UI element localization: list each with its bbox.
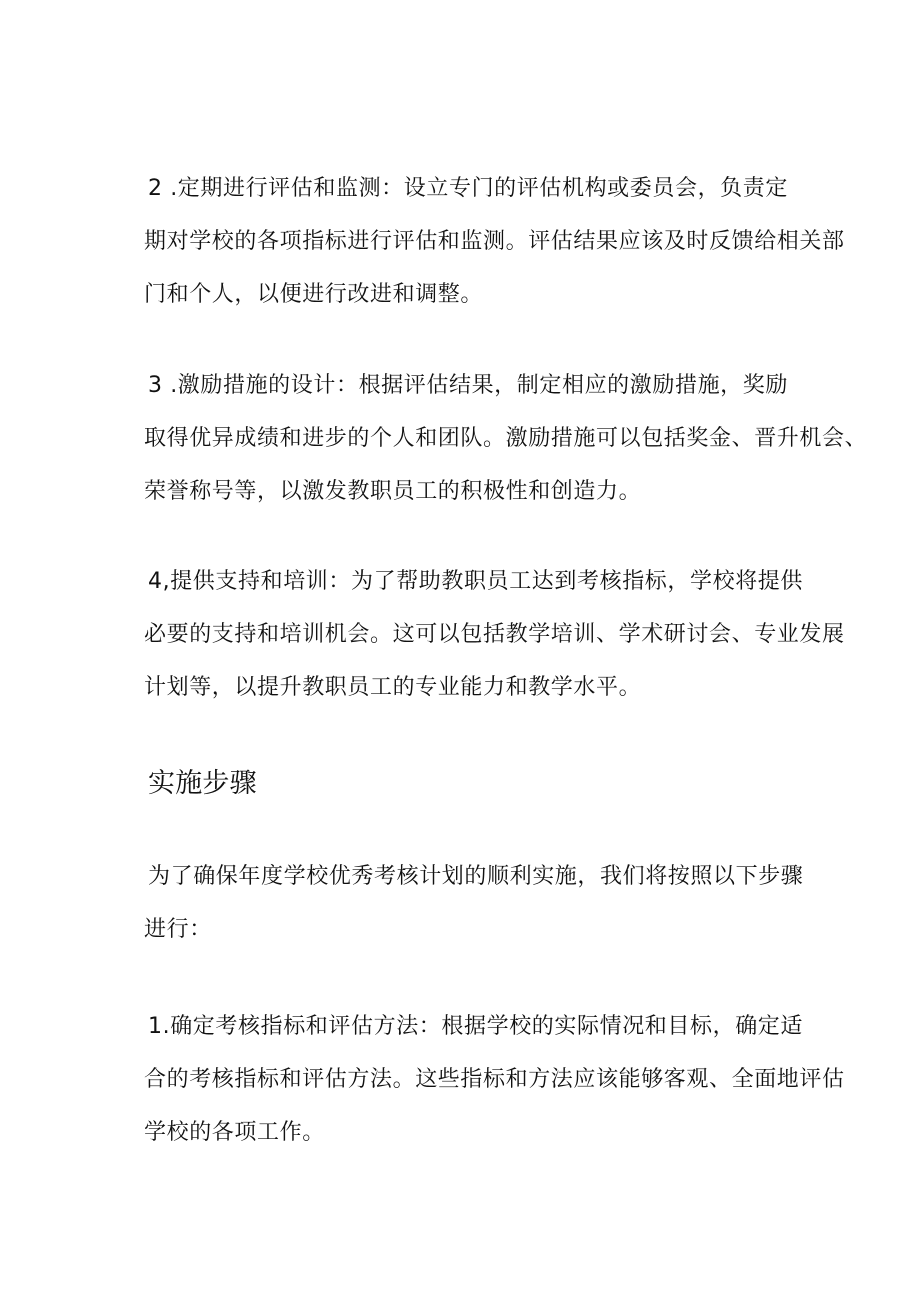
paragraph-line: 1.确定考核指标和评估方法：根据学校的实际情况和目标，确定适 — [148, 1014, 803, 1039]
paragraph-line: 进行： — [144, 917, 212, 942]
paragraph-line: 计划等，以提升教职员工的专业能力和教学水平。 — [144, 675, 642, 700]
paragraph-line: 3 .激励措施的设计：根据评估结果，制定相应的激励措施，奖励 — [148, 373, 788, 398]
paragraph-periodic-evaluation — [144, 162, 845, 321]
paragraph-line: 门和个人，以便进行改进和调整。 — [144, 282, 484, 307]
paragraph-line: 必要的支持和培训机会。这可以包括教学培训、学术研讨会、专业发展 — [144, 622, 845, 647]
section-heading: 实施步骤 — [148, 768, 257, 799]
paragraph-line: 2 .定期进行评估和监测：设立专门的评估机构或委员会，负责定 — [148, 176, 788, 201]
paragraph-line: 学校的各项工作。 — [144, 1120, 325, 1145]
paragraph-step-one — [144, 1000, 845, 1159]
paragraph-line: 荣誉称号等，以激发教职员工的积极性和创造力。 — [144, 479, 642, 504]
paragraph-line: 4,提供支持和培训：为了帮助教职员工达到考核指标，学校将提供 — [148, 569, 803, 594]
paragraph-line: 取得优异成绩和进步的个人和团队。激励措施可以包括奖金、晋升机会、 — [144, 426, 868, 451]
paragraph-support-training — [144, 555, 845, 714]
paragraph-line: 期对学校的各项指标进行评估和监测。评估结果应该及时反馈给相关部 — [144, 229, 845, 254]
paragraph-line: 为了确保年度学校优秀考核计划的顺利实施，我们将按照以下步骤 — [148, 864, 804, 889]
paragraph-intro — [144, 850, 828, 956]
paragraph-incentive-design — [144, 359, 868, 518]
paragraph-line: 合的考核指标和评估方法。这些指标和方法应该能够客观、全面地评估 — [144, 1067, 845, 1092]
